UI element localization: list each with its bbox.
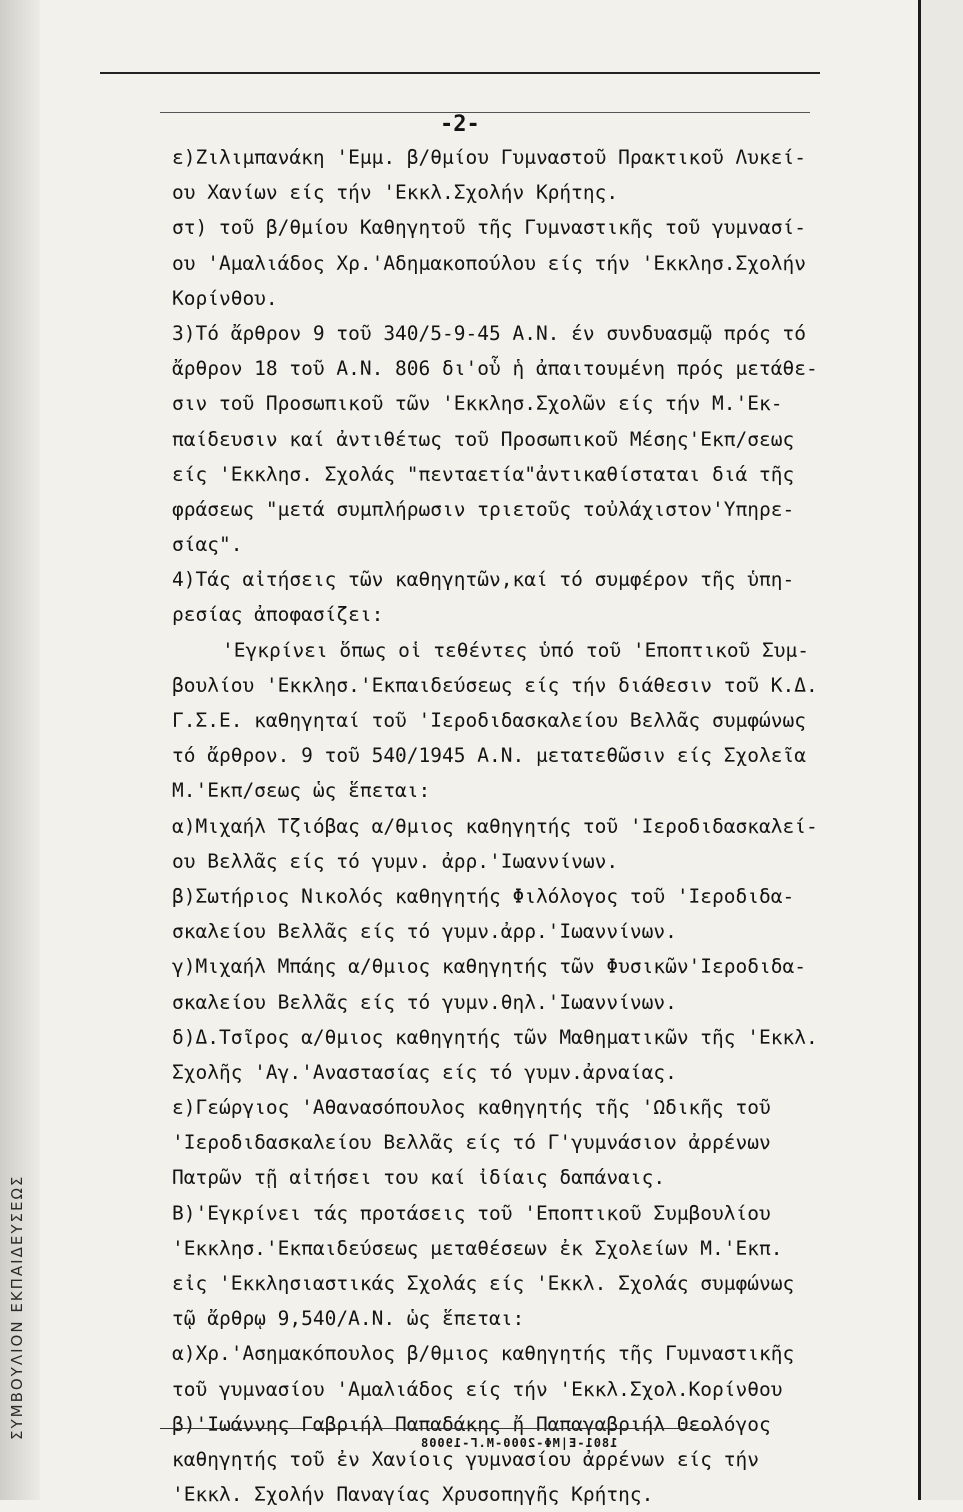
top-rule [100,72,820,74]
text-line: τοῦ γυμνασίου 'Αμαλιάδος είς τήν 'Εκκλ.Σχολ.Κορίνθου [172,1377,783,1401]
text-line: ρεσίας ἀποφασίζει: [172,603,384,627]
spine-stamp-text: ΣΥΜΒΟΥΛΙΟΝ ΕΚΠΑΙΔΕΥΣΕΩΣ [8,1174,26,1440]
text-line: βουλίου 'Εκκλησ.'Εκπαιδεύσεως είς τήν διάθεσιν τοῦ Κ.Δ. [172,673,818,697]
text-line: 'Εγκρίνει ὅπως οἱ τεθέντες ὑπό τοῦ 'Εποπτικοῦ Συμ- [222,638,809,662]
text-line: τῷ ἄρθρῳ 9,540/Α.Ν. ὡς ἕπεται: [172,1307,525,1331]
text-line: εἰς 'Εκκλησιαστικάς Σχολάς είς 'Εκκλ. Σχολάς συμφώνως [172,1272,795,1295]
print-footer: 1801-Ε|ΜΦ-2000-Μ.Γ-19008 [420,1436,618,1450]
text-line: τό ἄρθρον. 9 τοῦ 540/1945 Α.Ν. μετατεθῶσιν είς Σχολεῖα [172,744,806,768]
binding-spine [0,0,40,1500]
text-line: 'Εκκλησ.'Εκπαιδεύσεως μεταθέσεων ἐκ Σχολείων Μ.'Εκπ. [172,1236,783,1260]
text-line: Μ.'Εκπ/σεως ὡς ἕπεται: [172,779,431,803]
text-line: 'Ιεροδιδασκαλείου Βελλᾶς είς τό Γ'γυμνάσιον ἀρρένων [172,1131,771,1155]
text-line: Κορίνθου. [172,286,278,310]
text-line: α)Χρ.'Ασημακόπουλος β/θμιος καθηγητής τῆς Γυμναστικῆς [172,1342,795,1366]
text-line: α)Μιχαήλ Τζιόβας α/θμιος καθηγητής τοῦ 'Ιεροδιδασκαλεί- [172,814,818,838]
text-line: σιν τοῦ Προσωπικοῦ τῶν 'Εκκλησ.Σχολῶν είς τήν Μ.'Εκ- [172,392,783,416]
text-line: Σχολῆς 'Αγ.'Αναστασίας είς τό γυμν.ἀρναίας. [172,1060,677,1084]
text-line: δ)Δ.Τσῖρος α/θμιος καθηγητής τῶν Μαθηματικῶν τῆς 'Εκκλ. [172,1025,818,1049]
text-line: σίας". [172,533,243,557]
text-line: β)Σωτήριος Νικολός καθηγητής Φιλόλογος τοῦ 'Ιεροδιδα- [172,884,795,908]
text-line: στ) τοῦ β/θμίου Καθηγητοῦ τῆς Γυμναστικῆς τοῦ γυμνασί- [172,216,806,240]
header-rule [160,112,810,113]
text-line: ε)Ζιλιμπανάκη 'Εμμ. β/θμίου Γυμναστοῦ Πρακτικοῦ Λυκεί- [172,146,806,169]
text-line: σκαλείου Βελλᾶς είς τό γυμν.θηλ.'Ιωαννίνων. [172,990,677,1014]
text-line: παίδευσιν καί ἀντιθέτως τοῦ Προσωπικοῦ Μέσης'Εκπ/σεως [172,427,795,451]
text-line: σκαλείου Βελλᾶς είς τό γυμν.ἀρρ.'Ιωαννίνων. [172,920,677,944]
text-line: ε)Γεώργιος 'Αθανασόπουλος καθηγητής τῆς 'Ωδικῆς τοῦ [172,1096,771,1120]
text-line: 3)Τό ἄρθρον 9 τοῦ 340/5-9-45 Α.Ν. έν συνδυασμῷ πρός τό [172,321,806,345]
text-line: Γ.Σ.Ε. καθηγηταί τοῦ 'Ιεροδιδασκαλείου Βελλᾶς συμφώνως [172,709,806,732]
bottom-rule [160,1428,720,1429]
text-line: 'Εκκλ. Σχολήν Παναγίας Χρυσοπηγῆς Κρήτης. [172,1483,654,1507]
text-line: β)'Ιωάννης Γαβριήλ Παπαδάκης ἤ Παπαγαβριήλ Θεολόγος [172,1412,771,1436]
text-line: ου 'Αμαλιάδος Χρ.'Αδημακοπούλου είς τήν 'Εκκλησ.Σχολήν [172,251,806,275]
text-line: Β)'Εγκρίνει τάς προτάσεις τοῦ 'Εποπτικοῦ Συμβουλίου [172,1201,771,1225]
text-line: ου Χανίων είς τήν 'Εκκλ.Σχολήν Κρήτης. [172,181,619,205]
page-number: -2- [440,112,480,137]
text-line: ἄρθρον 18 τοῦ Α.Ν. 806 δι'οὗ ἡ ἀπαιτουμένη πρός μετάθε- [172,357,818,381]
text-line: καθηγητής τοῦ ἐν Χανίοις γυμνασίου ἀρρένων είς τήν [172,1447,759,1471]
adjacent-page-edge [918,0,963,1500]
text-line: Πατρῶν τῇ αἰτήσει του καί ἰδίαις δαπάναις. [172,1166,666,1190]
text-line: είς 'Εκκλησ. Σχολάς "πενταετία"ἀντικαθίσταται διά τῆς [172,462,795,486]
text-line: φράσεως "μετά συμπλήρωσιν τριετοῦς τοὐλάχιστον'Υπηρε- [172,497,795,521]
text-line: 4)Τάς αἰτήσεις τῶν καθηγητῶν,καί τό συμφέρον τῆς ὑπη- [172,568,795,592]
text-line: γ)Μιχαήλ Μπάης α/θμιος καθηγητής τῶν Φυσικῶν'Ιεροδιδα- [172,955,806,979]
document-body [172,140,912,1512]
text-line: ου Βελλᾶς είς τό γυμν. ἀρρ.'Ιωαννίνων. [172,849,619,873]
